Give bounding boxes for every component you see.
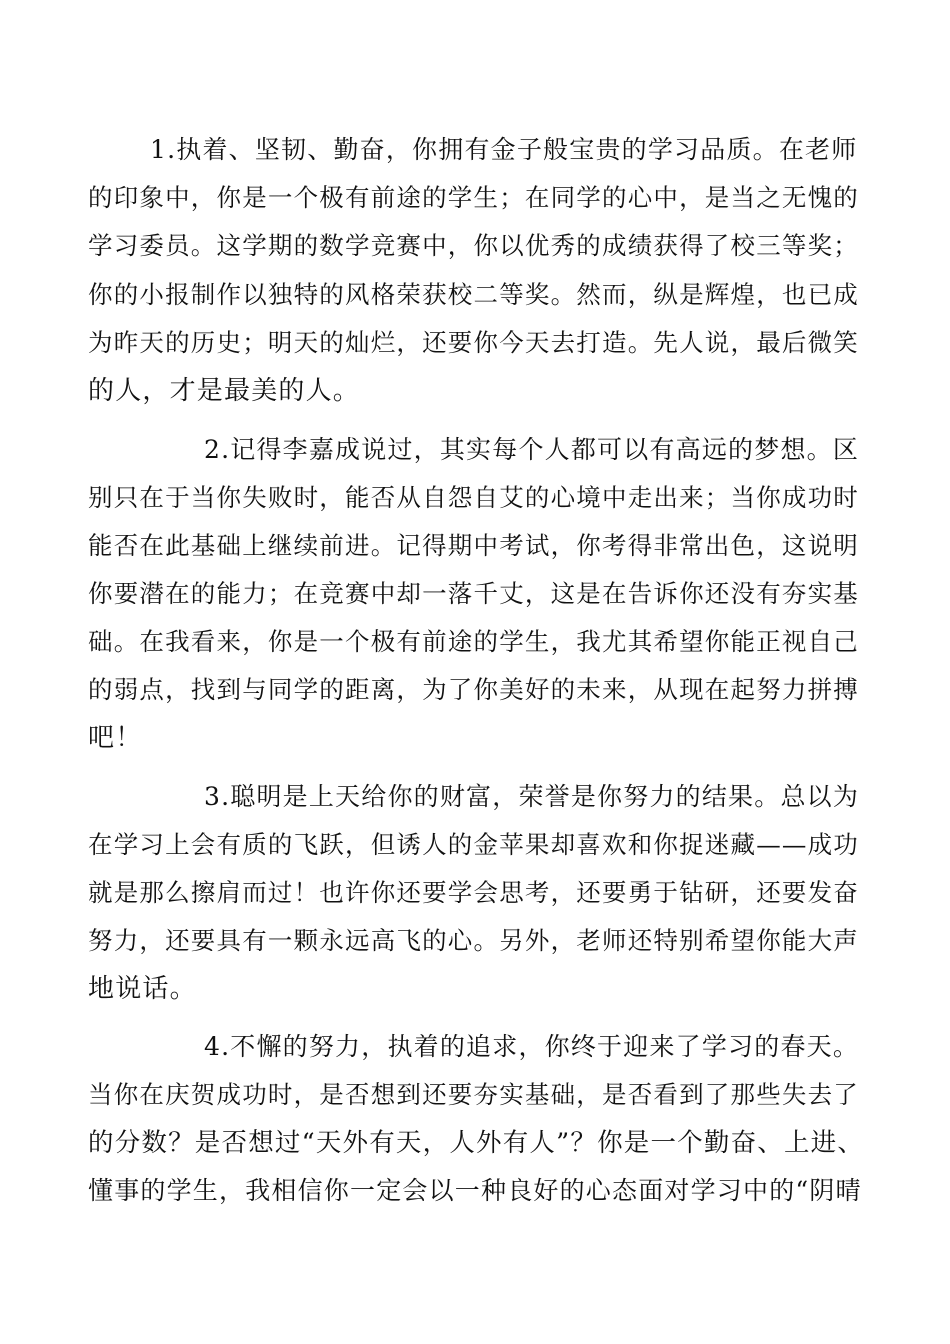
paragraph-2-line-5: 础。在我看来，你是一个极有前途的学生，我尤其希望你能正视自己 — [88, 627, 859, 656]
paragraph-3-line-3: 就是那么擦肩而过！也许你还要学会思考，还要勇于钻研，还要发奋 — [88, 878, 859, 907]
paragraph-4-line-2: 当你在庆贺成功时，是否想到还要夯实基础，是否看到了那些失去了 — [88, 1080, 859, 1109]
paragraph-4-line-4: 懂事的学生，我相信你一定会以一种良好的心态面对学习中的“阴晴 — [88, 1176, 862, 1205]
paragraph-1-line-1: 1.执着、坚韧、勤奋，你拥有金子般宝贵的学习品质。在老师 — [150, 135, 858, 164]
paragraph-1-line-5: 为昨天的历史；明天的灿烂，还要你今天去打造。先人说，最后微笑 — [88, 328, 859, 357]
paragraph-2-line-7: 吧！ — [88, 723, 143, 753]
paragraph-2-line-1: 2.记得李嘉成说过，其实每个人都可以有高远的梦想。区 — [204, 435, 860, 464]
paragraph-2-line-2: 别只在于当你失败时，能否从自怨自艾的心境中走出来；当你成功时 — [88, 483, 859, 512]
paragraph-3-line-1: 3.聪明是上天给你的财富，荣誉是你努力的结果。总以为 — [204, 782, 860, 811]
paragraph-1-line-3: 学习委员。这学期的数学竞赛中，你以优秀的成绩获得了校三等奖； — [88, 231, 859, 260]
paragraph-3-line-5: 地说话。 — [88, 974, 197, 1004]
paragraph-1-line-6: 的人，才是最美的人。 — [88, 376, 361, 406]
paragraph-2-line-3: 能否在此基础上继续前进。记得期中考试，你考得非常出色，这说明 — [88, 531, 859, 560]
paragraph-4-line-1: 4.不懈的努力，执着的追求，你终于迎来了学习的春天。 — [204, 1032, 860, 1061]
paragraph-2-line-4: 你要潜在的能力；在竞赛中却一落千丈，这是在告诉你还没有夯实基 — [88, 579, 859, 608]
paragraph-2-line-6: 的弱点，找到与同学的距离，为了你美好的未来，从现在起努力拼搏 — [88, 675, 859, 704]
paragraph-3-line-4: 努力，还要具有一颗永远高飞的心。另外，老师还特别希望你能大声 — [88, 926, 859, 955]
paragraph-1-line-2: 的印象中，你是一个极有前途的学生；在同学的心中，是当之无愧的 — [88, 183, 859, 212]
paragraph-3-line-2: 在学习上会有质的飞跃，但诱人的金苹果却喜欢和你捉迷藏——成功 — [88, 830, 859, 859]
paragraph-4-line-3: 的分数？是否想过“天外有天，人外有人”？你是一个勤奋、上进、 — [88, 1128, 865, 1158]
paragraph-1-line-4: 你的小报制作以独特的风格荣获校二等奖。然而，纵是辉煌，也已成 — [88, 280, 859, 309]
